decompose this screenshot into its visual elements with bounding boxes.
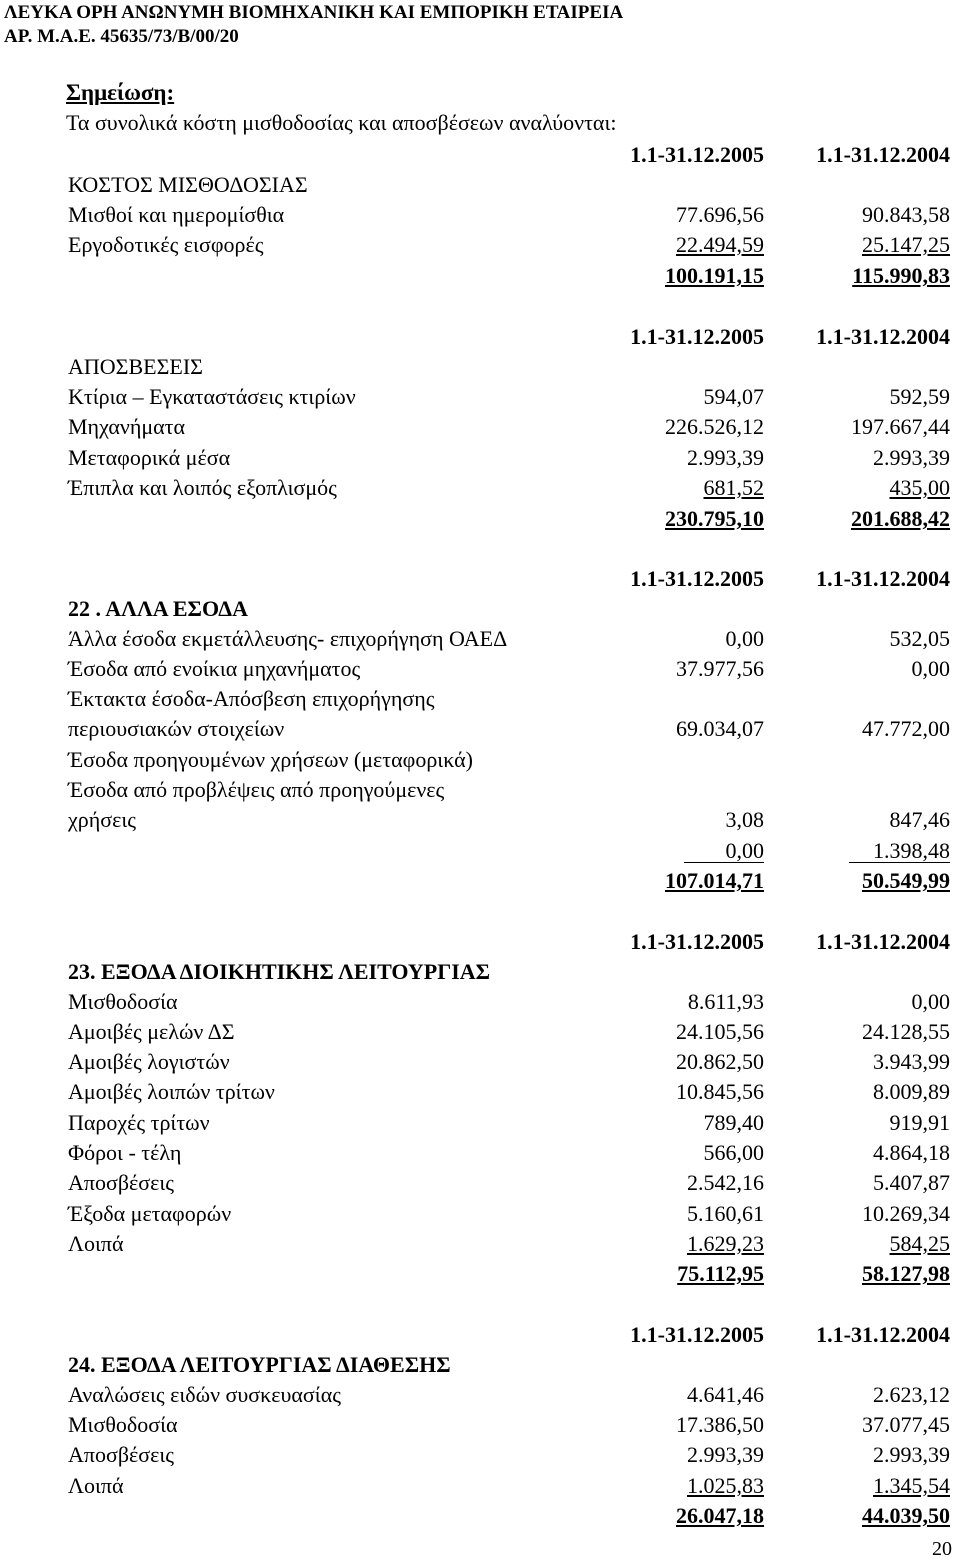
distribution-title: 24. ΕΞΟΔΑ ΛΕΙΤΟΥΡΓΙΑΣ ΔΙΑΘΕΣΗΣ [68,1352,451,1377]
note-text: Τα συνολικά κόστη μισθοδοσίας και αποσβέσεων αναλύονται: [66,110,617,135]
table-row: Εργοδοτικές εισφορές 22.494,59 25.147,25 [68,232,950,257]
prior-years-income-label: Έσοδα προηγουμένων χρήσεων (μεταφορικά) [68,747,473,772]
admin-title: 23. ΕΞΟΔΑ ΔΙΟΙΚΗΤΙΚΗΣ ΛΕΙΤΟΥΡΓΙΑΣ [68,959,491,984]
period-2005: 1.1-31.12.2005 [630,142,764,167]
other-income-title: 22 . ΑΛΛΑ ΕΣΟΔΑ [68,596,248,621]
table-row: Μηχανήματα 226.526,12 197.667,44 [68,414,950,439]
table-row: Λοιπά 1.025,83 1.345,54 [68,1473,950,1498]
table-row: Αμοιβές λοιπών τρίτων 10.845,56 8.009,89 [68,1079,950,1104]
table-row: Κτίρια – Εγκαταστάσεις κτιρίων 594,07 592,59 [68,384,950,409]
table-row: περιουσιακών στοιχείων 69.034,07 47.772,00 [68,716,950,741]
distribution-total-row: 26.047,18 44.039,50 [676,1503,950,1528]
admin-period-header: 1.1-31.12.2005 1.1-31.12.2004 [630,929,950,954]
table-row: Έπιπλα και λοιπός εξοπλισμός 681,52 435,00 [68,475,950,500]
table-row: χρήσεις 3,08 847,46 [68,807,950,832]
payroll-title: ΚΟΣΤΟΣ ΜΙΣΘΟΔΟΣΙΑΣ [68,172,308,197]
page-number: 20 [932,1538,952,1560]
payroll-total-row: 100.191,15 115.990,83 [665,263,950,288]
payroll-period-header [68,140,950,170]
admin-total-row: 75.112,95 58.127,98 [677,1261,950,1286]
company-registry: ΑΡ. Μ.Α.Ε. 45635/73/Β/00/20 [4,26,239,47]
depreciation-total-row: 230.795,10 201.688,42 [665,506,950,531]
table-row: Μεταφορικά μέσα 2.993,39 2.993,39 [68,445,950,470]
table-row: Παροχές τρίτων 789,40 919,91 [68,1110,950,1135]
provisions-income-label-line1: Έσοδα από προβλέψεις από προηγούμενες [68,777,445,802]
table-row: Μισθοί και ημερομίσθια 77.696,56 90.843,58 [68,202,950,227]
company-name: ΛΕΥΚΑ ΟΡΗ ΑΝΩΝΥΜΗ ΒΙΟΜΗΧΑΝΙΚΗ ΚΑΙ ΕΜΠΟΡΙΚΗ ΕΤΑΙΡΕΙΑ [4,2,624,23]
table-row: Άλλα έσοδα εκμετάλλευσης- επιχορήγηση ΟΑΕΔ 0,00 532,05 [68,626,950,651]
table-row: 0,00 1.398,48 [68,836,950,866]
table-row: Έσοδα από ενοίκια μηχανήματος 37.977,56 0,00 [68,656,950,681]
table-row: Μισθοδοσία 17.386,50 37.077,45 [68,1412,950,1437]
depreciation-title: ΑΠΟΣΒΕΣΕΙΣ [68,354,203,379]
distribution-period-header: 1.1-31.12.2005 1.1-31.12.2004 [630,1322,950,1347]
table-row: Αποσβέσεις 2.993,39 2.993,39 [68,1442,950,1467]
table-row: Μισθοδοσία 8.611,93 0,00 [68,989,950,1014]
other-income-period-header: 1.1-31.12.2005 1.1-31.12.2004 [630,566,950,591]
table-row: Αναλώσεις ειδών συσκευασίας 4.641,46 2.623,12 [68,1382,950,1407]
other-income-total-row: 107.014,71 50.549,99 [665,868,950,893]
note-title: Σημείωση: [66,80,175,105]
extra-income-label-line1: Έκτακτα έσοδα-Απόσβεση επιχορήγησης [68,686,435,711]
table-row: Αμοιβές λογιστών 20.862,50 3.943,99 [68,1049,950,1074]
depreciation-period-header: 1.1-31.12.2005 1.1-31.12.2004 [630,324,950,349]
table-row: Φόροι - τέλη 566,00 4.864,18 [68,1140,950,1165]
table-row: Αμοιβές μελών ΔΣ 24.105,56 24.128,55 [68,1019,950,1044]
period-2004: 1.1-31.12.2004 [816,142,950,167]
table-row: Έξοδα μεταφορών 5.160,61 10.269,34 [68,1201,950,1226]
table-row: Λοιπά 1.629,23 584,25 [68,1231,950,1256]
table-row: Αποσβέσεις 2.542,16 5.407,87 [68,1170,950,1195]
